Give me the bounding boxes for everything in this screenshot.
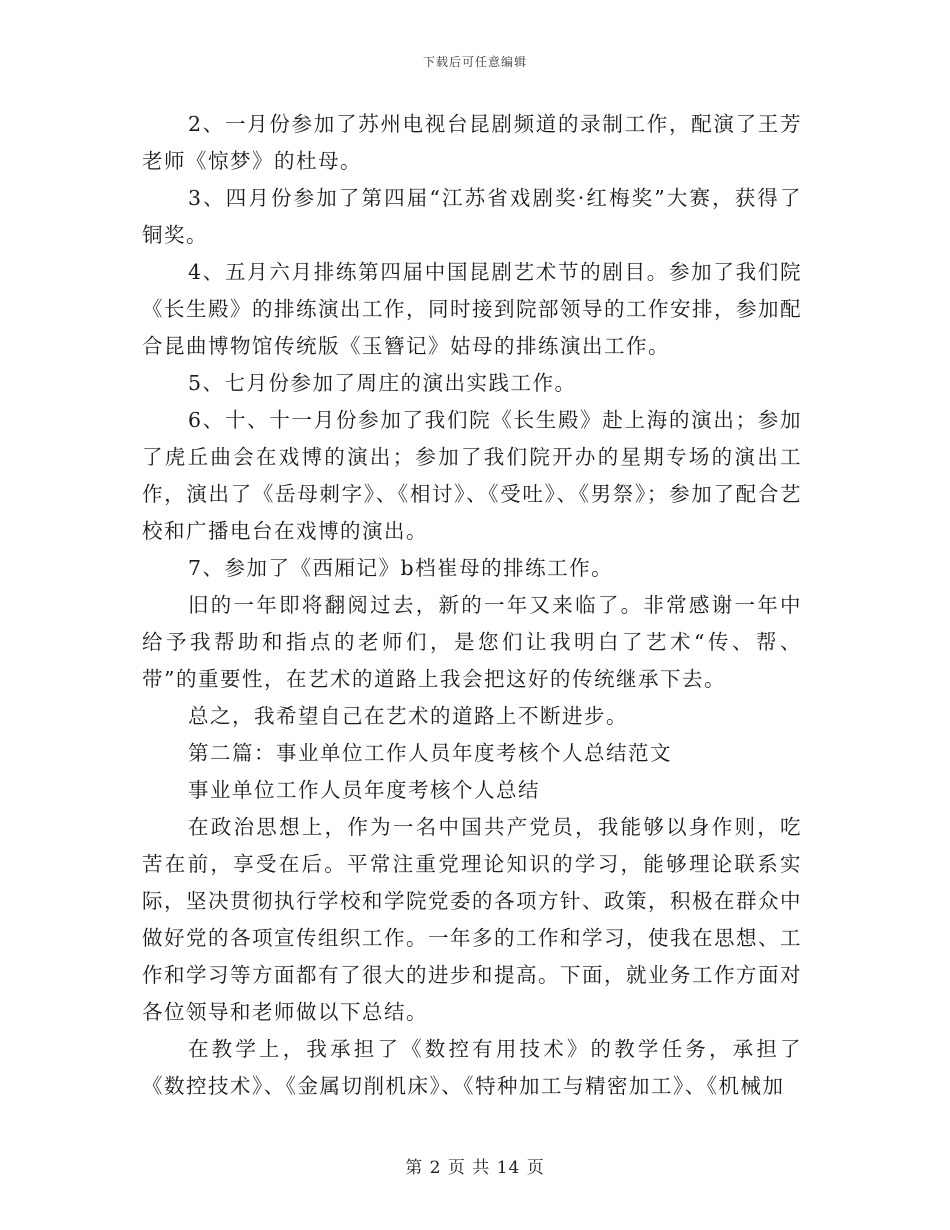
section-title: 第二篇：事业单位工作人员年度考核个人总结范文 [188,741,672,765]
paragraph-teaching: 在教学上，我承担了《数控有用技术》的教学任务，承担了《数控技术》、《金属切削机床》、《特种加工与精密加工》、《机械加 [142,1037,802,1098]
page-footer: 第 2 页 共 14 页 [405,1158,545,1178]
paragraph-item-4: 4、五月六月排练第四届中国昆剧艺术节的剧目。参加了我们院《长生殿》的排练演出工作，同时接到院部领导的工作安排，参加配合昆曲博物馆传统版《玉簪记》姑母的排练演出工作。 [142,260,802,358]
paragraph-item-7: 7、参加了《西厢记》b档崔母的排练工作。 [188,556,614,580]
paragraph-political: 在政治思想上，作为一名中国共产党员，我能够以身作则，吃苦在前，享受在后。平常注重党理论知识的学习，能够理论联系实际，坚决贯彻执行学校和学院党委的各项方针、政策，积极在群众中做好党的各项宣传组织工作。一年多的工作和学习，使我在思想、工作和学习等方面都有了很大的进步和提高。下面，就业务工作方面对各位领导和老师做以下总结。 [142,815,802,1024]
paragraph-item-6: 6、十、十一月份参加了我们院《长生殿》赴上海的演出；参加了虎丘曲会在戏博的演出；参加了我们院开办的星期专场的演出工作，演出了《岳母刺字》、《相讨》、《受吐》、《男祭》；参加了配合艺校和广播电台在戏博的演出。 [142,408,802,543]
paragraph-item-3: 3、四月份参加了第四届“江苏省戏剧奖·红梅奖”大赛，获得了铜奖。 [142,186,802,247]
paragraph-item-5: 5、七月份参加了周庄的演出实践工作。 [188,371,577,395]
page-header: 下载后可任意编辑 [422,55,527,69]
paragraph-conclusion: 总之，我希望自己在艺术的道路上不断进步。 [188,704,628,728]
document-body [142,106,802,1105]
paragraph-item-2: 2、一月份参加了苏州电视台昆剧频道的录制工作，配演了王芳老师《惊梦》的杜母。 [142,112,802,173]
section-subtitle: 事业单位工作人员年度考核个人总结 [188,778,540,802]
paragraph-closing-thanks: 旧的一年即将翻阅过去，新的一年又来临了。非常感谢一年中给予我帮助和指点的老师们，是您们让我明白了艺术“传、帮、带”的重要性，在艺术的道路上我会把这好的传统继承下去。 [142,593,802,691]
